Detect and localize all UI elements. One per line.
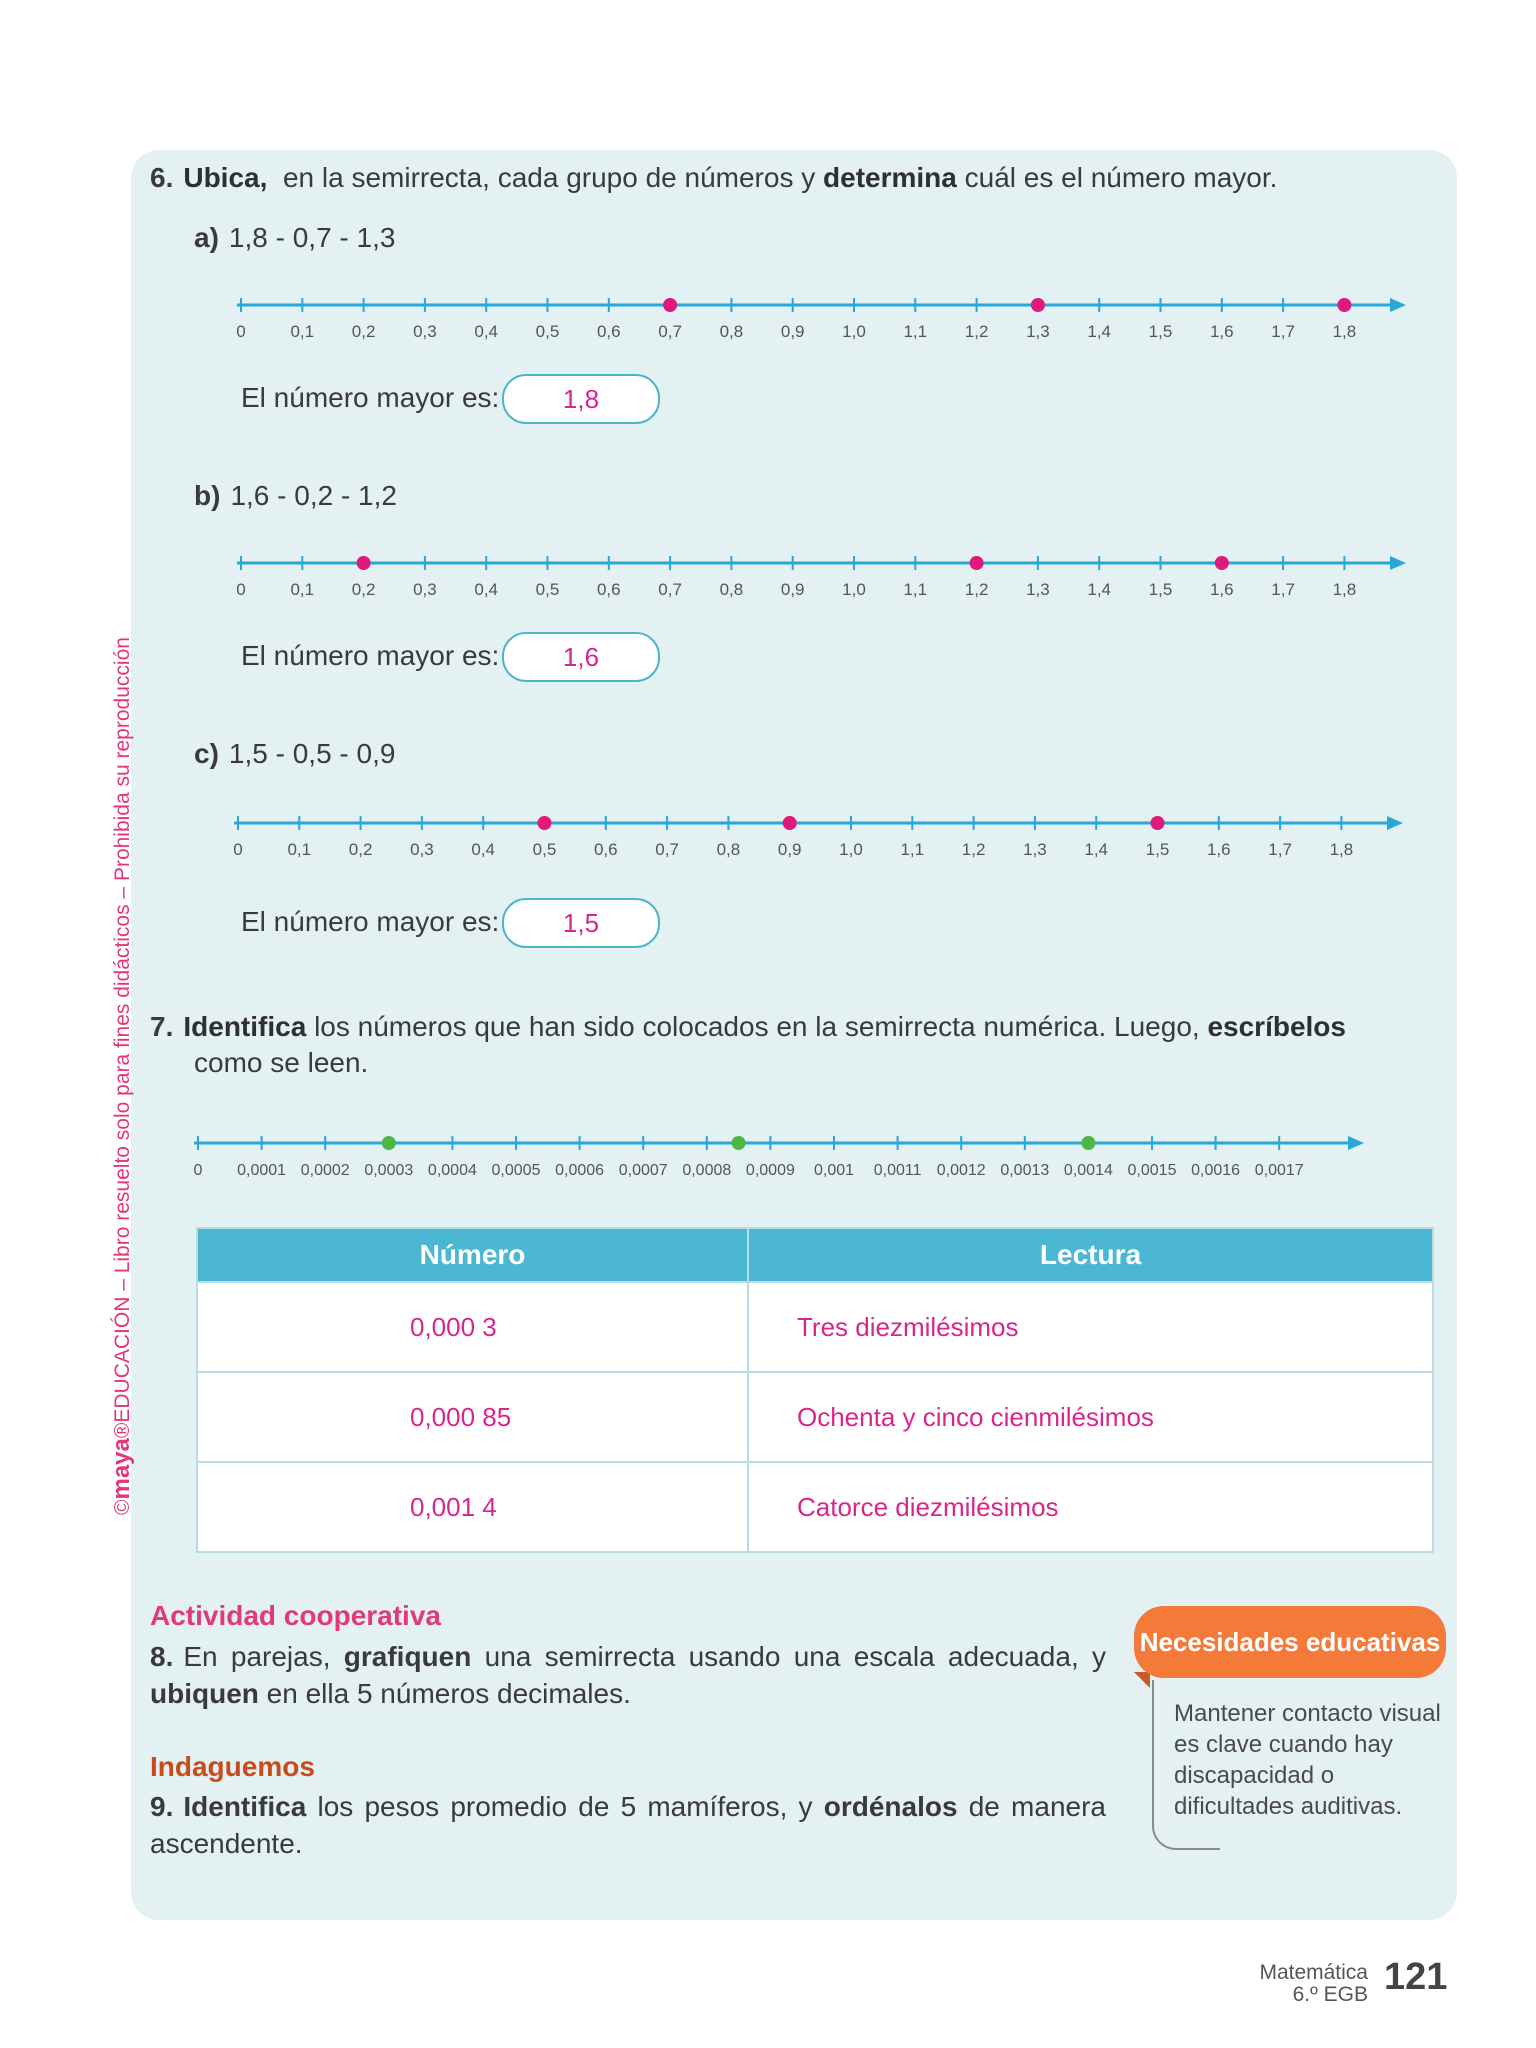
tick-label: 0,5: [535, 580, 560, 599]
tick-label: 0,9: [780, 322, 805, 341]
tick-label: 0,2: [351, 322, 376, 341]
tick-label: 1,8: [1329, 840, 1354, 859]
tick-label: 0,2: [351, 580, 376, 599]
tick-label: 1,2: [964, 322, 989, 341]
question-8-prompt: 8. En parejas, grafiquen una semirrecta usando una escala adecuada, y ubiquen en ella 5 números decimales.: [150, 1641, 1106, 1709]
tick-label: 0: [233, 840, 243, 859]
tick-label: 1,6: [1209, 322, 1234, 341]
tick-label: 0: [193, 1162, 203, 1179]
tick-label: 1,5: [1145, 840, 1170, 859]
tick-label: 0: [236, 322, 246, 341]
number-line-7: [188, 1126, 1378, 1182]
tick-label: 0,7: [658, 580, 682, 599]
tick-label: 0,8: [716, 840, 741, 859]
tick-label: 1,3: [1023, 840, 1047, 859]
plotted-point: [663, 298, 677, 312]
axis-arrow-icon: [1390, 298, 1406, 312]
cell-reading[interactable]: Catorce diezmilésimos: [748, 1462, 1433, 1552]
tick-label: 1,6: [1209, 580, 1234, 599]
copyright-side-note: ©maya®EDUCACIÓN – Libro resuelto solo para fines didácticos – Prohibida su reproducción: [108, 637, 135, 1515]
tick-label: 0,7: [655, 840, 679, 859]
tick-label: 0,6: [596, 580, 621, 599]
plotted-point: [382, 1136, 396, 1150]
answer-box-a[interactable]: 1,8: [502, 374, 660, 424]
tick-label: 0,1: [287, 840, 312, 859]
educational-needs-text: Mantener contacto visual es clave cuando hay discapacidad o dificultades auditivas.: [1174, 1700, 1441, 1820]
tick-label: 0,3: [413, 322, 437, 341]
table-row: [197, 1462, 1433, 1552]
tick-label: 1,0: [839, 840, 863, 859]
question-6-prompt: 6. Ubica, en la semirrecta, cada grupo de números y determina cuál es el número mayor.: [150, 162, 1278, 193]
tick-label: 0,4: [474, 580, 499, 599]
tick-label: 1,3: [1026, 580, 1050, 599]
number-line-a: [225, 288, 1415, 344]
plotted-point: [538, 816, 552, 830]
tick-label: 1,3: [1026, 322, 1050, 341]
tick-label: 1,0: [842, 322, 866, 341]
tick-label: 0,3: [413, 580, 437, 599]
tick-label: 0,3: [410, 840, 434, 859]
tick-label: 0,0006: [555, 1162, 605, 1179]
cooperative-activity-title: Actividad cooperativa: [150, 1600, 441, 1631]
cell-number[interactable]: 0,000 3: [197, 1282, 748, 1372]
tick-label: 0,5: [532, 840, 557, 859]
tick-label: 0,1: [290, 580, 315, 599]
plotted-point: [1215, 556, 1229, 570]
tick-label: 1,1: [900, 840, 925, 859]
tick-label: 1,5: [1148, 580, 1173, 599]
answer-label-c: El número mayor es:: [241, 906, 500, 937]
item-b-label: b) 1,6 - 0,2 - 1,2: [194, 480, 397, 511]
page-number: 121: [1384, 1956, 1448, 1998]
plotted-point: [1151, 816, 1165, 830]
tick-label: 0,5: [535, 322, 560, 341]
tick-label: 0,0005: [491, 1162, 541, 1179]
tick-label: 0,7: [658, 322, 682, 341]
tick-label: 0: [236, 580, 246, 599]
tick-label: 0,0007: [618, 1162, 668, 1179]
tick-label: 0,8: [719, 580, 744, 599]
tick-label: 0,0015: [1127, 1162, 1177, 1179]
question-9-prompt: 9. Identifica los pesos promedio de 5 mamíferos, y ordénalos de manera ascendente.: [150, 1791, 1106, 1859]
tick-label: 1,4: [1087, 580, 1112, 599]
plotted-point: [1031, 298, 1045, 312]
plotted-point: [732, 1136, 746, 1150]
tick-label: 0,0001: [237, 1162, 287, 1179]
item-a-label: a) 1,8 - 0,7 - 1,3: [194, 222, 396, 253]
readings-table: [196, 1227, 1434, 1553]
indaguemos-title: Indaguemos: [150, 1751, 315, 1782]
tick-label: 0,4: [474, 322, 499, 341]
tick-label: 0,0003: [364, 1162, 414, 1179]
tick-label: 0,0008: [682, 1162, 732, 1179]
brand-logo: maya: [108, 1438, 135, 1500]
item-c-label: c) 1,5 - 0,5 - 0,9: [194, 738, 396, 769]
tick-label: 1,2: [961, 840, 986, 859]
tick-label: 0,4: [471, 840, 496, 859]
tick-label: 1,8: [1332, 580, 1357, 599]
tick-label: 1,7: [1268, 840, 1292, 859]
tick-label: 0,6: [596, 322, 621, 341]
plotted-point: [1081, 1136, 1095, 1150]
tick-label: 1,7: [1271, 322, 1295, 341]
question-7-prompt: 7. Identifica los números que han sido colocados en la semirrecta numérica. Luego, escríbelos como se leen.: [150, 1011, 1346, 1078]
cell-reading[interactable]: Ochenta y cinco cienmilésimos: [748, 1372, 1433, 1462]
tick-label: 0,0002: [300, 1162, 350, 1179]
tick-label: 0,0009: [745, 1162, 795, 1179]
tick-label: 0,8: [719, 322, 744, 341]
tick-label: 1,8: [1332, 322, 1357, 341]
tick-label: 0,0016: [1191, 1162, 1241, 1179]
answer-label-a: El número mayor es:: [241, 382, 500, 413]
cell-number[interactable]: 0,000 85: [197, 1372, 748, 1462]
tick-label: 1,5: [1148, 322, 1173, 341]
tick-label: 1,4: [1084, 840, 1109, 859]
plotted-point: [1337, 298, 1351, 312]
educational-needs-tag: Necesidades educativas: [1134, 1606, 1446, 1678]
tick-label: 1,1: [903, 580, 928, 599]
tick-label: 0,9: [780, 580, 805, 599]
tick-label: 1,7: [1271, 580, 1295, 599]
tick-label: 0,9: [777, 840, 802, 859]
tick-label: 1,6: [1206, 840, 1231, 859]
tick-label: 0,0014: [1063, 1162, 1113, 1179]
tick-label: 0,0017: [1254, 1162, 1304, 1179]
tag-fold: [1134, 1672, 1150, 1688]
table-row: [197, 1372, 1433, 1462]
header-number: Número: [197, 1228, 748, 1282]
tick-label: 0,001: [813, 1162, 855, 1179]
cell-number[interactable]: 0,001 4: [197, 1462, 748, 1552]
tick-label: 0,6: [593, 840, 618, 859]
axis-arrow-icon: [1390, 556, 1406, 570]
footer-subject: Matemática 6.º EGB: [1259, 1961, 1368, 2006]
tick-label: 0,0011: [873, 1162, 922, 1179]
tick-label: 0,0013: [1000, 1162, 1050, 1179]
cell-reading[interactable]: Tres diezmilésimos: [748, 1282, 1433, 1372]
number-line-b: [225, 546, 1415, 602]
tick-label: 1,0: [842, 580, 866, 599]
plotted-point: [970, 556, 984, 570]
tick-label: 0,0012: [936, 1162, 986, 1179]
tick-label: 0,0004: [427, 1162, 477, 1179]
tick-label: 0,1: [290, 322, 315, 341]
table-row: [197, 1282, 1433, 1372]
answer-box-c[interactable]: 1,5: [502, 898, 660, 948]
plotted-point: [357, 556, 371, 570]
plotted-point: [783, 816, 797, 830]
answer-label-b: El número mayor es:: [241, 640, 500, 671]
axis-arrow-icon: [1348, 1136, 1364, 1150]
number-line-c: [222, 806, 1412, 862]
header-reading: Lectura: [748, 1228, 1433, 1282]
tick-label: 1,4: [1087, 322, 1112, 341]
axis-arrow-icon: [1387, 816, 1403, 830]
answer-box-b[interactable]: 1,6: [502, 632, 660, 682]
tick-label: 0,2: [348, 840, 373, 859]
tick-label: 1,1: [903, 322, 928, 341]
tick-label: 1,2: [964, 580, 989, 599]
